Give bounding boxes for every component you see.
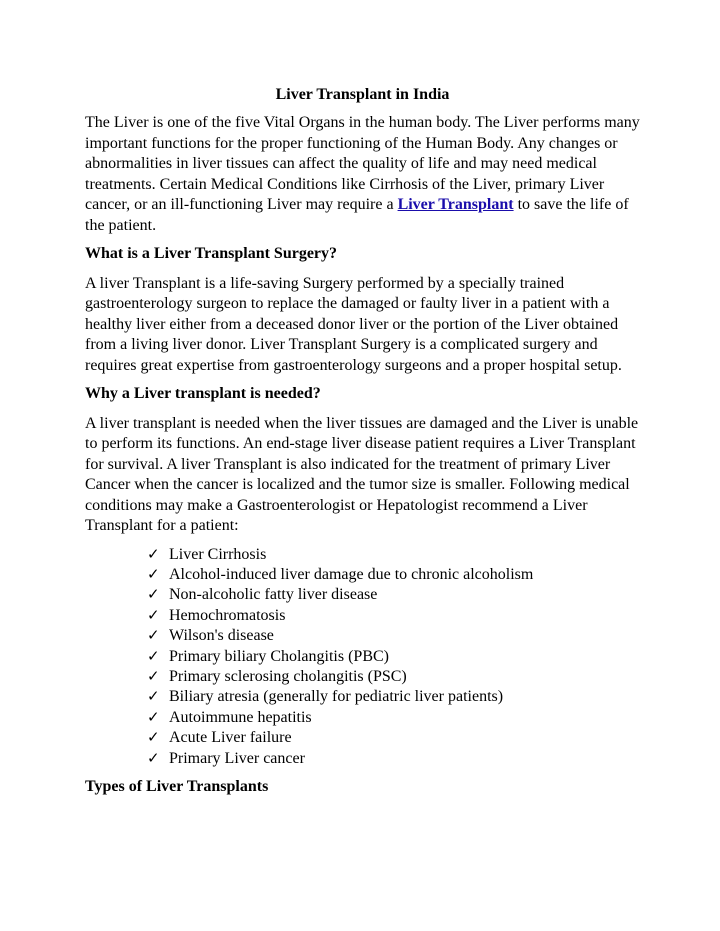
list-item [147, 728, 640, 748]
section-body-what-is: A liver Transplant is a life-saving Surgery performed by a specially trained gastroenterology surgeon to replace the damaged or faulty liver in a patient with a healthy liver either from a deceased donor liver or the portion of the Liver obtained from a living liver donor. Liver Transplant Surgery is a complicated surgery and requires great expertise from gastroenterology surgeons and a proper hospital setup. [85, 274, 622, 374]
list-item-label: Autoimmune hepatitis [169, 708, 312, 726]
list-item-label: Hemochromatosis [169, 606, 286, 624]
list-item [147, 606, 640, 626]
list-item [147, 647, 640, 667]
checkmark-icon: ✓ [147, 587, 160, 604]
list-item [147, 667, 640, 687]
section-heading-what-is: What is a Liver Transplant Surgery? [85, 245, 338, 262]
list-item-label: Wilson's disease [169, 627, 274, 645]
checkmark-icon: ✓ [147, 668, 160, 685]
list-item [147, 565, 640, 585]
intro-paragraph [85, 113, 640, 236]
checkmark-icon: ✓ [147, 648, 160, 665]
checkmark-icon: ✓ [147, 689, 160, 706]
checkmark-icon: ✓ [147, 730, 160, 747]
section-heading-why-needed: Why a Liver transplant is needed? [85, 385, 321, 402]
list-item-label: Biliary atresia (generally for pediatric liver patients) [169, 688, 504, 706]
list-item-label: Liver Cirrhosis [169, 545, 267, 563]
checkmark-icon: ✓ [147, 750, 160, 767]
checkmark-icon: ✓ [147, 607, 160, 624]
intro-text-end: to save the life of the patient. [85, 196, 629, 234]
liver-transplant-link[interactable]: Liver Transplant [397, 196, 514, 213]
intro-text: The Liver is one of the five Vital Organs in the human body. The Liver performs many important functions for the proper functioning of the Human Body. Any changes or abnormalities in liver tissues can affect the quality of life and may need medical treatments. Certain Medical Conditions like Cirrhosis of the Liver, primary Liver cancer, or an ill-functioning Liver may require a [85, 114, 640, 213]
list-item [147, 626, 640, 646]
section-heading-types: Types of Liver Transplants [85, 777, 269, 795]
document-title: Liver Transplant in India [275, 86, 450, 103]
list-item [147, 749, 640, 769]
list-item [147, 687, 640, 707]
list-item-label: Primary sclerosing cholangitis (PSC) [169, 667, 407, 685]
list-item-label: Primary biliary Cholangitis (PBC) [169, 647, 389, 665]
section-body-why-needed: A liver transplant is needed when the liver tissues are damaged and the Liver is unable to perform its functions. An end-stage liver disease patient requires a Liver Transplant for survival. A liver Transplant is also indicated for the treatment of primary Liver Cancer when the cancer is localized and the tumor size is smaller. Following medical conditions may make a Gastroenterologist or Hepatologist recommend a Liver Transplant for a patient: [85, 414, 639, 534]
list-item-label: Primary Liver cancer [169, 749, 305, 767]
list-item [147, 545, 640, 565]
list-item [147, 708, 640, 728]
list-item-label: Alcohol-induced liver damage due to chronic alcoholism [169, 565, 534, 583]
checkmark-icon: ✓ [147, 709, 160, 726]
list-item [147, 585, 640, 605]
checkmark-icon: ✓ [147, 628, 160, 645]
checkmark-icon: ✓ [147, 566, 160, 583]
checkmark-icon: ✓ [147, 546, 160, 563]
list-item-label: Acute Liver failure [169, 729, 292, 747]
list-item-label: Non-alcoholic fatty liver disease [169, 586, 378, 604]
document-page [85, 85, 640, 806]
conditions-checklist [85, 545, 640, 769]
